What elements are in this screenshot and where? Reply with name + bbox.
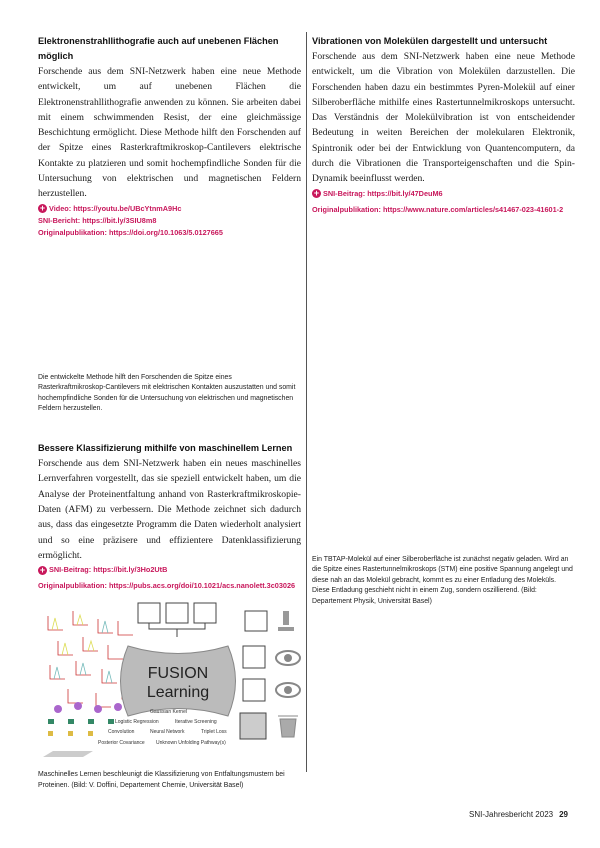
figure-label: Convolution [108,729,135,736]
trash-icon [278,716,298,737]
article-body: Forschende aus dem SNI-Netzwerk haben eine neue Methode entwickelt, um auf unebenen Flächen die Elektronenstrahllithografie anwenden zu können. Sie arbeiten dabei mit einem schwimmenden Resist, der eine gleichmässige Beschichtung ermöglicht. Diese Methode hilft den Forschenden auf der Spitze eines Rasterkraftmikroskop-Cantilevers elektrische Kontakte zu platzieren und somit hochempfindliche Sonden für die Untersuchung von elektrischen und magnetischen Feldern herzustellen. [38,66,301,200]
fusion-learning-figure [38,601,301,766]
link-text[interactable]: Video: https://youtu.be/UBcYtnmA9Hc [49,203,182,213]
figure-label: Neural Network [150,729,185,736]
figure-image-placeholder [312,217,575,555]
microscope-icon [278,611,294,631]
article-body: Forschende aus dem SNI-Netzwerk haben ein neues maschinelles Lernverfahren vorgestellt, das sie speziell entwickelt haben, um die Analyse der Proteinentfaltung anhand von Rasterkraftmikroskopie-Daten (AFM) zu verbessern. Die Methode zeichnet sich dadurch aus, dass das eingesetzte Programm die Daten wiederholt analysiert und so eine präzisere und effizientere Datenklassifizierung ermöglicht. [38,458,301,561]
article-title: Bessere Klassifizierung mithilfe von maschinellem Lernen [38,443,293,454]
figure-label: Gaussian Kernel [150,709,187,716]
sni-article-link[interactable] [312,187,575,201]
page-footer [469,810,568,819]
column-divider [306,32,307,772]
figure-caption: Maschinelles Lernen beschleunigt die Klassifizierung von Entfaltungsmustern bei Proteinen. (Bild: V. Doffini, Departement Chemie, Universität Basel) [38,771,285,789]
figure-label: Triplet Loss [201,729,227,736]
plus-icon: + [39,564,46,575]
figure-label: Posterior Covariance [98,740,145,747]
figure-label: Logistic Regression [115,719,159,726]
link-text[interactable]: SNI-Beitrag: https://bit.ly/47DeuM6 [323,188,443,198]
publication-link[interactable]: Originalpublikation: https://pubs.acs.org/doi/10.1021/acs.nanolett.3c03026 [38,581,296,591]
page-number: 29 [559,810,568,819]
article-title: Vibrationen von Molekülen dargestellt und untersucht [312,36,548,46]
article-body: Forschende aus dem SNI-Netzwerk haben eine neue Methode entwickelt, um die Vibration von Molekülen darzustellen. Die Forschenden haben dazu ein bestimmtes Pyren-Molekül auf einer Silberoberfläche mithilfe eines Rastertunnelmikroskops untersucht. Das Verständnis der Molekülvibration ist von entscheidender Bedeutung in weiten Bereichen der molekularen Elektronik, Spintronik oder bei der Entwicklung von Quantencomputern, da durch die Vibrationen die Transporteigenschaften und die Spin-Dynamik beeinflusst werden. [312,51,575,185]
left-column [38,34,301,791]
publication-link[interactable]: Originalpublikation: https://www.nature.com/articles/s41467-023-41601-2 [312,204,564,214]
publication-link[interactable]: Originalpublikation: https://doi.org/10.1063/5.0127665 [38,227,223,237]
report-link[interactable]: SNI-Bericht: https://bit.ly/3SIU8m8 [38,215,157,225]
sni-article-link[interactable] [38,563,301,577]
figure-caption: Ein TBTAP-Molekül auf einer Silberoberfläche ist zunächst negativ geladen. Wird an die Spitze eines Rastertunnelmikroskops (STM) eine positive Spannung angelegt und diese nah an das Molekül gebracht, kommt es zu einer Entladung des Moleküls. Diese Entladung geschieht nicht in einem Zug, sondern oszillierend. (Bild: Departement Physik, Universität Basel) [312,555,573,606]
article-title: Elektronenstrahllithografie auch auf unebenen Flächen möglich [38,36,279,61]
right-column [312,34,575,608]
figure-caption: Die entwickelte Methode hilft den Forschenden die Spitze eines Rasterkraftmikroskop-Cantilevers mit elektrischen Kontakten auszustatten und somit hochempfindliche Sonden für die Untersuchung von elektrischen und magnetischen Feldern herzustellen. [38,373,296,413]
output-boxes [240,611,267,739]
figure-label: Iterative Screening [175,719,217,726]
report-name: SNI-Jahresbericht 2023 [469,810,554,819]
figure-title-1: FUSION [147,665,209,683]
input-boxes [138,603,216,637]
figure-image-placeholder [38,240,301,373]
link-text[interactable]: SNI-Beitrag: https://bit.ly/3Ho2UtB [49,565,168,575]
figure-title-2: Learning [146,684,210,702]
figure-label: Unknown Unfolding Pathway(s) [156,740,226,747]
plus-icon: + [313,188,320,199]
plus-icon: + [39,203,46,214]
substrate [43,751,93,757]
